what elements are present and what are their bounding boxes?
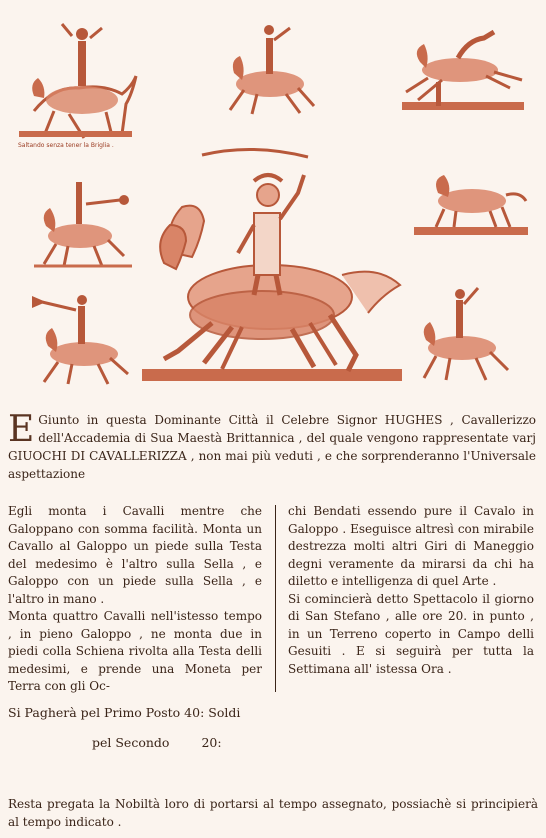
horse-rider-woodcut-icon: [410, 165, 532, 240]
horse-rider-woodcut-icon: [142, 145, 402, 383]
right-paragraph-2: Si comincierà detto Spettacolo il giorno di San Stefano , alle ore 20. in punto , in un Terreno coperto in Campo delli Gesuiti . E si seguirà per tutta la Settimana all' istessa Ora .: [288, 591, 534, 676]
right-column: [288, 503, 534, 678]
woodcut-rider-bottom-right: [406, 282, 518, 384]
woodcut-caption: Saltando senza tener la Briglia .: [18, 142, 114, 149]
intro-paragraph: [8, 411, 536, 483]
price-first-place: Si Pagherà pel Primo Posto 40: Soldi: [8, 705, 241, 720]
horse-rider-woodcut-icon: [14, 16, 139, 141]
woodcut-rider-handstand-mid-left: [30, 170, 136, 270]
price-second-label: pel Secondo: [92, 735, 170, 750]
left-paragraph-1: Egli monta i Cavalli mentre che Galoppano con somma facilità. Monta un Cavallo al Galoppo un piede sulla Testa del medesimo è l'altro sulla Sella , e Galoppo con un piede sulla Sella , e l'altro in mano .: [8, 504, 262, 606]
woodcut-rider-jumping-top-right: [398, 22, 528, 117]
woodcut-rider-trumpet-bottom-left: [28, 288, 140, 388]
left-paragraph-2: Monta quattro Cavalli nell'istesso tempo , in pieno Galoppo , ne monta due in piedi colla Schiena rivolta alla Testa delli medesimi, e prende una Moneta per Terra con gli Oc-: [8, 609, 262, 693]
horse-rider-woodcut-icon: [222, 18, 317, 118]
woodcut-rider-standing-horse-top-left: [14, 16, 139, 141]
price-second-place: [92, 735, 222, 750]
horse-rider-woodcut-icon: [406, 282, 518, 384]
right-paragraph-1: chi Bendati essendo pure il Cavalo in Galoppo . Eseguisce altresì con mirabile destrezza molti altri Giri di Maneggio degni veramente da mirarsi da chi ha diletto e intelligenza di quel Arte .: [288, 504, 534, 588]
price-second-amount: 20:: [201, 735, 222, 750]
intro-text: Giunto in questa Dominante Città il Celebre Signor HUGHES , Cavallerizzo dell'Accademia di Sua Maestà Brittannica , del quale vengono rappresentate varj GIUOCHI DI CAVALLERIZZA , non mai più veduti , e che sorprenderanno l'Universale aspettazione: [8, 413, 536, 481]
left-column: [8, 503, 262, 696]
horse-rider-woodcut-icon: [30, 170, 136, 270]
footer-notice: Resta pregata la Nobiltà loro di portarsi al tempo assegnato, possiachè si principierà al tempo indicato .: [8, 797, 538, 829]
dropcap: E: [8, 409, 35, 450]
horse-rider-woodcut-icon: [398, 22, 528, 117]
woodcut-rider-top-center: [222, 18, 317, 118]
column-divider: [275, 505, 276, 692]
horse-rider-woodcut-icon: [28, 288, 140, 388]
woodcut-horses-mid-right: [410, 165, 532, 240]
woodcut-two-horses-center: [142, 145, 402, 383]
